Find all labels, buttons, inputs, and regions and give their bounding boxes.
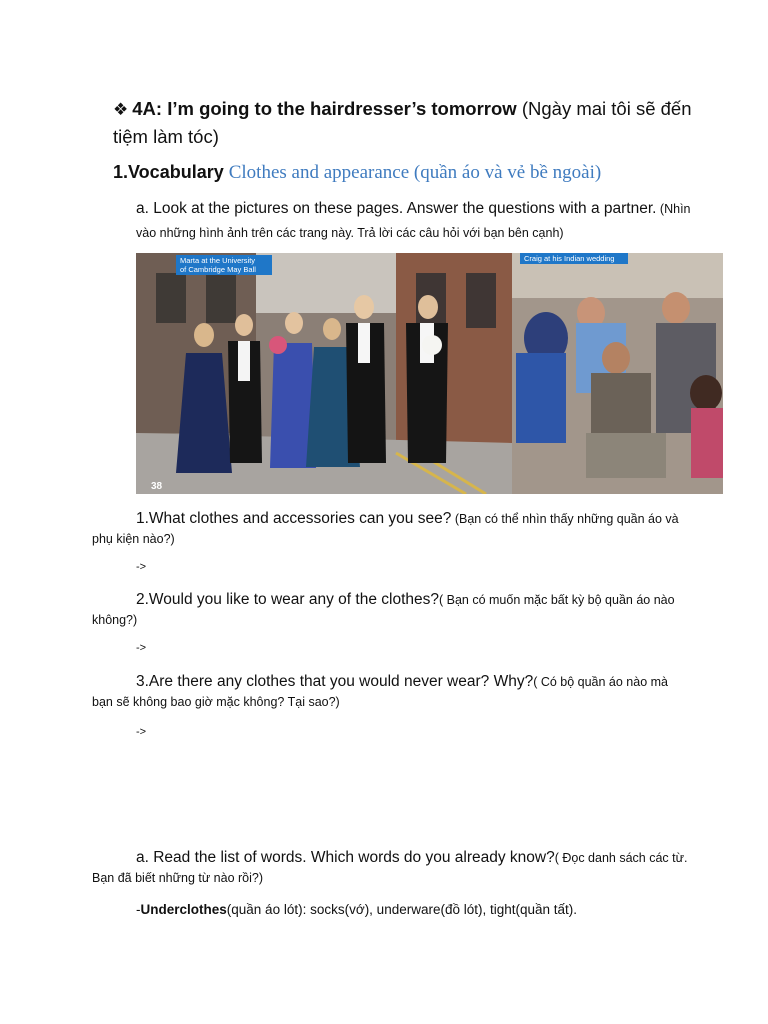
instruction-b-en: a. Read the list of words. Which words do you already know? <box>136 849 555 866</box>
question-1-vi: (Bạn có thể nhìn thấy những quần áo và phụ kiện nào?) <box>92 512 679 546</box>
question-3-vi: ( Có bộ quần áo nào mà bạn sẽ không bao giờ mặc không? Tại sao?) <box>92 675 669 709</box>
question-2-en: 2.Would you like to wear any of the clothes? <box>136 591 439 608</box>
section-number: 1.Vocabulary <box>113 162 224 182</box>
vocab-term: Underclothes <box>140 902 227 917</box>
vocab-definition: (quần áo lót): socks(vớ), underware(đồ lót), tight(quần tất). <box>226 902 578 917</box>
left-photo <box>136 253 512 494</box>
answer-1-arrow[interactable]: -> <box>136 561 147 573</box>
right-photo-caption: Craig at his Indian wedding <box>524 254 615 263</box>
answer-2-arrow[interactable]: -> <box>136 642 147 654</box>
question-3 <box>92 672 692 712</box>
right-photo <box>512 253 723 494</box>
vocab-underclothes <box>136 902 577 917</box>
instruction-b <box>92 848 692 888</box>
photos-illustration <box>136 253 723 494</box>
instruction-a-en: a. Look at the pictures on these pages. Answer the questions with a partner. <box>136 200 657 217</box>
question-2-vi: ( Bạn có muốn mặc bất kỳ bộ quần áo nào không?) <box>92 593 675 627</box>
left-photo-caption-line1: Marta at the University <box>180 256 256 265</box>
answer-3-arrow[interactable]: -> <box>136 726 147 738</box>
left-photo-caption-line2: of Cambridge May Ball <box>180 265 256 274</box>
instruction-a <box>136 197 696 245</box>
question-1 <box>92 509 692 549</box>
section-topic: Clothes and appearance (quần áo và vẻ bề ngoài) <box>228 162 602 183</box>
question-1-en: 1.What clothes and accessories can you see? <box>136 510 452 527</box>
lesson-title-vi: (Ngày mai tôi sẽ đến tiệm làm tóc) <box>113 98 692 147</box>
question-3-en: 3.Are there any clothes that you would never wear? Why? <box>136 673 534 690</box>
instruction-b-vi: ( Đọc danh sách các từ. Bạn đã biết những từ nào rồi?) <box>92 851 688 885</box>
lesson-title: 4A: I’m going to the hairdresser’s tomorrow <box>132 98 517 119</box>
photo-strip <box>136 253 723 494</box>
section-heading <box>113 160 601 185</box>
question-2 <box>92 590 692 630</box>
vocab-dash: - <box>136 902 141 917</box>
lesson-heading <box>113 95 713 150</box>
instruction-a-vi: (Nhìn vào những hình ảnh trên các trang này. Trả lời các câu hỏi với bạn bên cạnh) <box>136 202 691 240</box>
diamond-bullet-icon: ❖ <box>113 100 129 119</box>
photo-page-number: 38 <box>151 481 163 492</box>
